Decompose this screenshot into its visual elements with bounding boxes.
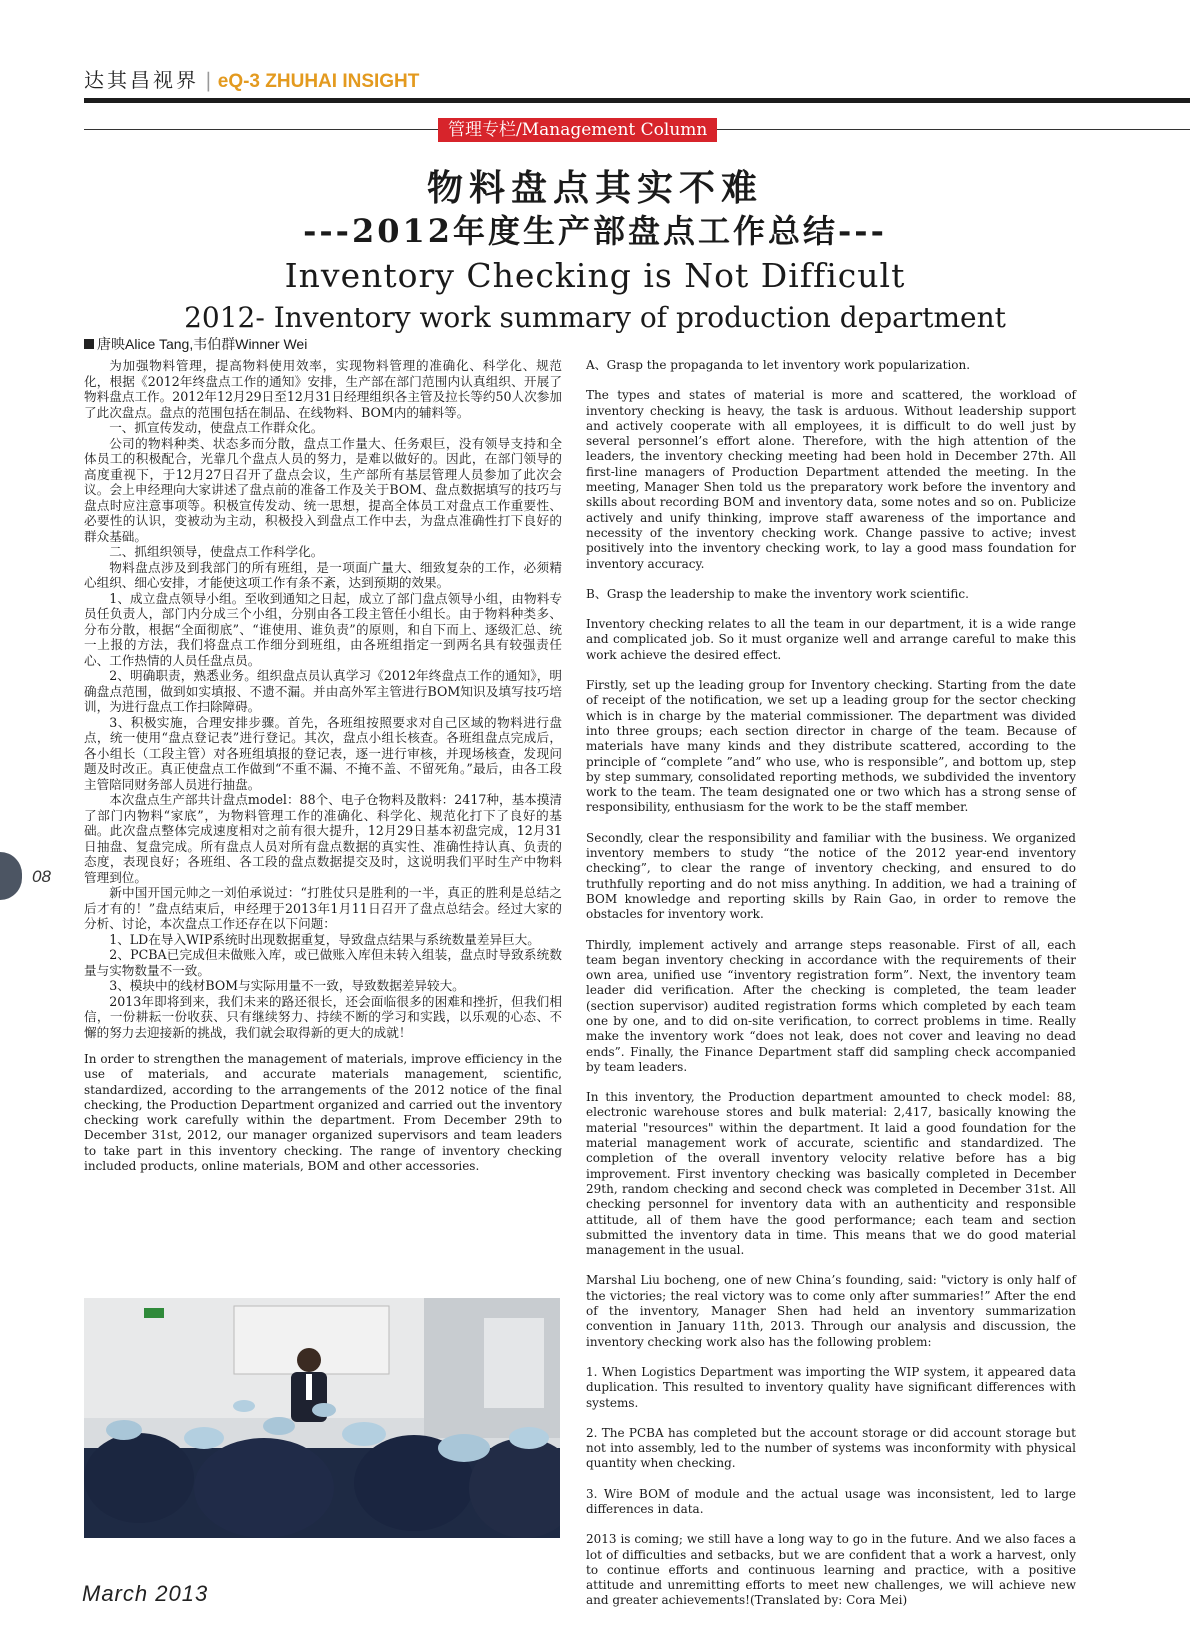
byline-authors: 唐映Alice Tang,韦伯群Winner Wei xyxy=(97,336,308,352)
cn-paragraph: 2、PCBA已完成但未做账入库，或已做账入库但未转入组装，盘点时导致系统数量与实物数量不一致。 xyxy=(84,947,562,978)
meeting-photo xyxy=(84,1298,560,1538)
en-paragraph: 2. The PCBA has completed but the account storage or did account storage but not into assembly, led to the number of systems was inconformity with physical quantity when checking. xyxy=(586,1425,1076,1471)
en-paragraph: Inventory checking relates to all the team in our department, it is a wide range and complicated job. So it must organize well and arrange careful to make this work achieve the desired effect. xyxy=(586,617,1076,662)
en-paragraph: 3. Wire BOM of module and the actual usage was inconsistent, led to large differences in data. xyxy=(586,1486,1076,1516)
en-paragraph: Secondly, clear the responsibility and familiar with the business. We organized inventory members to study “the notice of the 2012 year-end inventory checking”, to clear the range of inventory checking, and ensured to do truthfully reporting and do not miss anything. In addition, we had a training of BOM knowledge and reporting skills by Rain Gao, in order to remove the obstacles for inventory work. xyxy=(586,830,1076,922)
cn-paragraph: 3、模块中的线材BOM与实际用量不一致，导致数据差异较大。 xyxy=(109,978,465,993)
cn-paragraph: 一、抓宣传发动，使盘点工作群众化。 xyxy=(109,420,324,435)
en-paragraph: The types and states of material is more and scattered, the workload of inventory checking is heavy, the task is arduous. Without leadership support and actively cooperate with all employees, it is difficult to do well just by several personnel’s effort alone. Therefore, with the high attention of the leaders, the inventory checking meeting had been hold in December 27th. All first-line managers of Production Department attended the meeting. In the meeting, Manager Shen told us the preparatory work before the inventory and skills about recording BOM and inventory data, some notes and so on. Publicize actively and unify thinking, improve staff awareness of the importance and necessity of the inventory checking work. Change passive to active; invest positively into the inventory checking work, to lay a good mass foundation for inventory accuracy. xyxy=(586,388,1076,571)
byline xyxy=(84,334,307,354)
cn-paragraph: 3、积极实施，合理安排步骤。首先，各班组按照要求对自己区域的物料进行盘点，统一使用“盘点登记表”进行登记。其次，盘点小组长核查。各班组盘点完成后，各小组长（工段主管）对各班组填报的登记表，逐一进行审核，并现场核查，发现问题及时改正。真正使盘点工作做到“不重不漏、不掩不盖、不留死角。”最后，由各工段主管陪同财务部人员进行抽盘。 xyxy=(84,714,562,792)
cn-paragraph: 二、抓组织领导，使盘点工作科学化。 xyxy=(109,544,324,559)
cn-paragraph: 本次盘点生产部共计盘点model：88个、电子仓物料及散料：2417种，基本摸清了部门内物料“家底”，为物料管理工作的准确化、科学化、规范化打下了良好的基础。此次盘点整体完成速度相对之前有很大提升，12月29日基本初盘完成，12月31日抽盘、复盘完成。所有盘点人员对所有盘点数据的真实性、准确性持认真、负责的态度，表现良好；各班组、各工段的盘点数据提交及时，这说明我们平时生产中物料管理到位。 xyxy=(84,792,562,885)
cn-paragraph: 公司的物料种类、状态多而分散，盘点工作量大、任务艰巨，没有领导支持和全体员工的积极配合，光靠几个盘点人员的努力，是难以做好的。因此，在部门领导的高度重视下，于12月27日召开了盘点会议，生产部所有基层管理人员参加了此次会议。会上申经理向大家讲述了盘点前的准备工作及关于BOM、盘点数据填写的技巧与盘点时应注意事项等。积极宣传发动、统一思想，提高全体员工对盘点工作重要性、必要性的认识，变被动为主动，积极投入到盘点工作中去，为盘点准确性打下良好的群众基础。 xyxy=(84,435,562,544)
title-en-sub: 2012- Inventory work summary of production department xyxy=(184,301,1006,334)
meeting-photo-illustration xyxy=(84,1298,560,1538)
page-number: 08 xyxy=(32,867,51,886)
issue-date: March 2013 xyxy=(82,1581,209,1606)
article-title xyxy=(0,166,1190,338)
title-cn-sub: ---2012年度生产部盘点工作总结--- xyxy=(303,212,887,250)
en-paragraph: Marshal Liu bocheng, one of new China’s founding, said: "victory is only half of the victories; the real victory was to come only after summaries!” After the end of the inventory, Manager Shen had held an inventory summarization convention in January 11th, 2013. Through our analysis and discussion, the inventory checking work also has the following problem: xyxy=(586,1273,1076,1349)
cn-paragraph: 2013年即将到来，我们未来的路还很长，还会面临很多的困难和挫折，但我们相信，一份耕耘一份收获、只有继续努力、持续不断的学习和实践，以乐观的心态、不懈的努力去迎接新的挑战，我们就会取得新的更大的成就！ xyxy=(84,993,562,1040)
cn-paragraph: 1、成立盘点领导小组。至收到通知之日起，成立了部门盘点领导小组，由物料专员任负责人，部门内分成三个小组，分别由各工段主管任小组长。由于物料种类多、分布分散，根据“全面彻底”、“谁使用、谁负责”的原则，和自下而上、逐级汇总、统一上报的方法，我们将盘点工作细分到班组，由各班组指定一到两名具有较强责任心、工作热情的人员任盘点员。 xyxy=(84,590,562,668)
chinese-body xyxy=(84,358,562,1040)
cn-paragraph: 新中国开国元帅之一刘伯承说过：“打胜仗只是胜利的一半，真正的胜利是总结之后才有的！”盘点结束后，申经理于2013年1月11日召开了盘点总结会。经过大家的分析、讨论，本次盘点工作还存在以下问题： xyxy=(84,885,562,931)
en-paragraph: B、Grasp the leadership to make the inventory work scientific. xyxy=(586,586,969,601)
header-rule xyxy=(84,98,1190,103)
cn-paragraph: 为加强物料管理，提高物料使用效率，实现物料管理的准确化、科学化、规范化，根据《2012年终盘点工作的通知》安排，生产部在部门范围内认真组织、开展了物料盘点工作。2012年12月29日至12月31日经理组织各主管及拉长等约50人次参加了此次盘点。盘点的范围包括在制品、在线物料、BOM内的辅料等。 xyxy=(84,358,562,420)
en-paragraph: Firstly, set up the leading group for Inventory checking. Starting from the date of receipt of the notification, we set up a leading group for the sector checking which is in charge by the material commissioner. The department was divided into three groups; each section director in charge of the team. Because of materials have many kinds and they distribute scattered, according to the principle of “complete ”and” who use, who is responsible”, and bottom up, step by step summary, consolidated reporting methods, we subdivided the inventory work to the team. The team designated one or two which has a strong sense of responsibility, enthusiasm for the work to be the staff member. xyxy=(586,678,1076,815)
right-column xyxy=(586,358,1076,1624)
header-separator: | xyxy=(205,68,212,92)
en-paragraph: 1. When Logistics Department was importing the WIP system, it appeared data duplication. This resulted to inventory quality have significant differences with systems. xyxy=(586,1364,1076,1410)
cn-paragraph: 1、LD在导入WIP系统时出现数据重复，导致盘点结果与系统数量差异巨大。 xyxy=(109,931,540,947)
en-paragraph: A、Grasp the propaganda to let inventory work popularization. xyxy=(586,358,971,372)
brand-en: eQ-3 ZHUHAI INSIGHT xyxy=(217,71,420,92)
cn-paragraph: 物料盘点涉及到我部门的所有班组，是一项面广量大、细致复杂的工作，必须精心组织、细心安排，才能使这项工作有条不紊，达到预期的效果。 xyxy=(84,559,562,590)
page-tab xyxy=(0,852,22,900)
title-cn-main: 物料盘点其实不难 xyxy=(426,167,763,209)
en-paragraph: Thirdly, implement actively and arrange steps reasonable. First of all, each team began inventory checking in accordance with the requirements of their own area, unified use “inventory registration form”. Next, the inventory team leader did verification. After the checking is completed, the team leader (section supervisor) audited registration forms which completed by each team one by one, and to did on-site verification, to correct problems in time. Really make the inventory work “does not leak, does not cover and leaving no dead ends”. Finally, the Finance Department staff did sampling check accompanied by team leaders. xyxy=(586,937,1076,1074)
column-tag: 管理专栏/Management Column xyxy=(438,118,717,142)
title-en-main: Inventory Checking is Not Difficult xyxy=(284,256,906,295)
magazine-header xyxy=(84,64,419,93)
brand-cn: 达其昌视界 xyxy=(84,68,199,92)
byline-square-icon xyxy=(84,339,94,349)
en-paragraph: In this inventory, the Production department amounted to check model: 88, electronic warehouse stores and bulk material: 2,417, basically knowing the material "resources" within the department. It laid a good foundation for the material management work of accurate, scientific and standardized. The completion of the overall inventory velocity relative before has a big improvement. First inventory checking was basically completed in December 29th, random checking and second check was completed in December 31st. All checking personnel for inventory data with an authenticity and responsible attitude, all of them have the good performance; each team and section submitted the inventory data in time. This means that we do good material management in the usual. xyxy=(586,1090,1076,1258)
cn-paragraph: 2、明确职责，熟悉业务。组织盘点员认真学习《2012年终盘点工作的通知》，明确盘点范围，做到如实填报、不遗不漏。并由高外军主管进行BOM知识及填写技巧培训，为进行盘点工作扫除障碍。 xyxy=(84,668,562,714)
en-paragraph: 2013 is coming; we still have a long way to go in the future. And we also faces a lot of difficulties and setbacks, but we are confident that a work a harvest, only to continue efforts and continuous learning and practice, with a positive attitude and unremitting efforts to meet new challenges, we will achieve new and greater achievements!(Translated by: Cora Mei) xyxy=(586,1532,1076,1608)
left-column xyxy=(84,358,562,1174)
english-intro: In order to strengthen the management of materials, improve efficiency in the use of materials, and accurate materials management, scientific, standardized, according to the arrangements of the 2012 notice of the final checking, the Production Department organized and carried out the inventory checking work carefully within the department. From December 29th to December 31st, 2012, our manager organized supervisors and team leaders to take part in this inventory checking. The range of inventory checking included products, online materials, BOM and other accessories. xyxy=(84,1052,562,1174)
